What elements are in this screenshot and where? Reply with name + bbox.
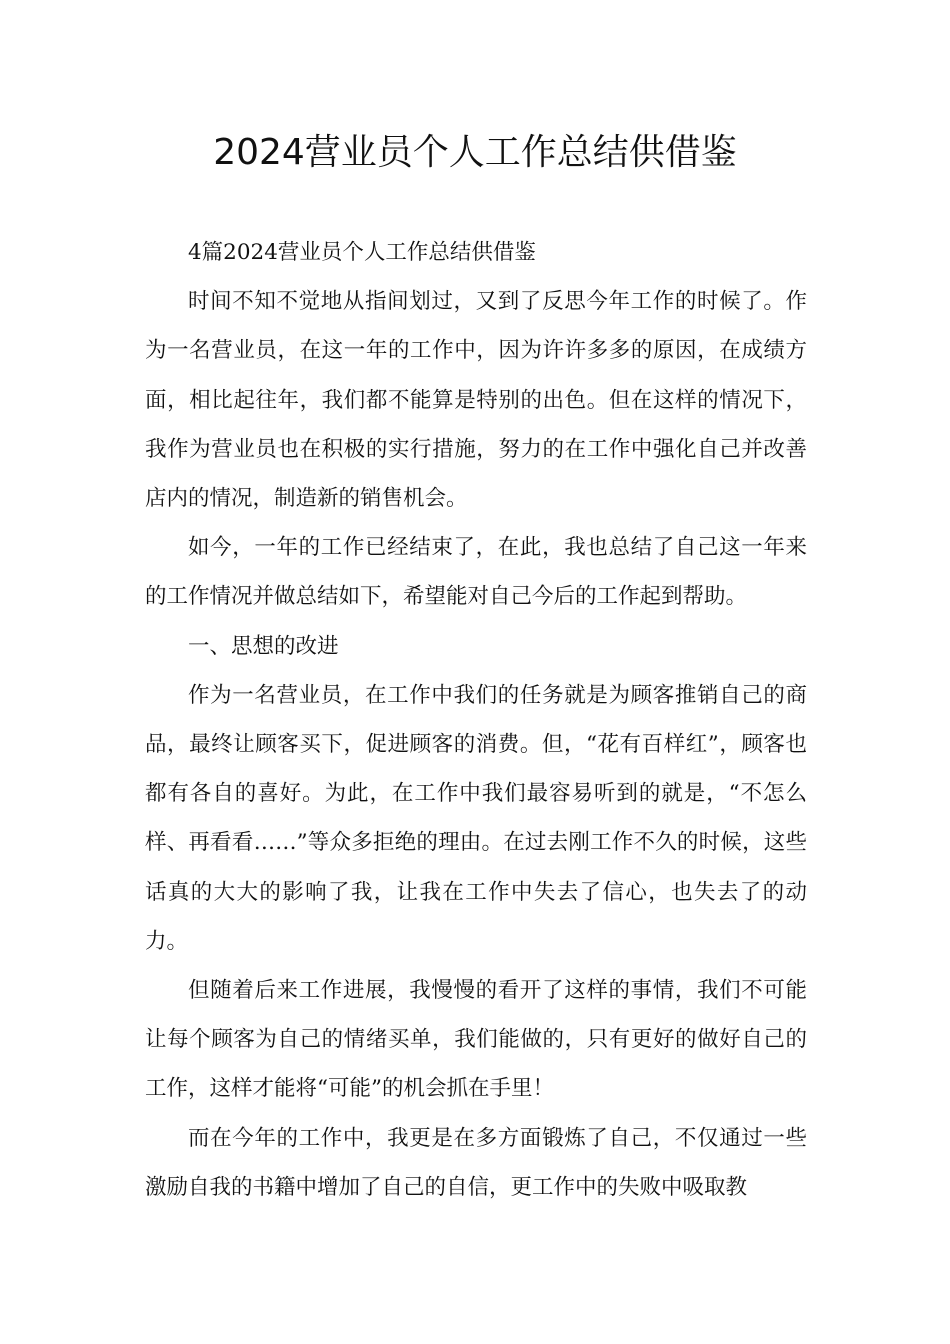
paragraph: 4篇2024营业员个人工作总结供借鉴: [188, 240, 536, 265]
paragraph: 作为一名营业员，在工作中我们的任务就是为顾客推销自己的商品，最终让顾客买下，促进顾客的消费。但，“花有百样红”，顾客也都有各自的喜好。为此，在工作中我们最容易听到的就是，“不怎么样、再看看……”等众多拒绝的理由。在过去刚工作不久的时候，这些话真的大大的影响了我，让我在工作中失去了信心，也失去了的动力。: [145, 682, 807, 954]
paragraph: 而在今年的工作中，我更是在多方面锻炼了自己，不仅通过一些激励自我的书籍中增加了自己的自信，更工作中的失败中吸取教: [145, 1125, 807, 1200]
section-heading: 一、思想的改进: [188, 633, 339, 659]
paragraph: 时间不知不觉地从指间划过，又到了反思今年工作的时候了。作为一名营业员，在这一年的工作中，因为许许多多的原因，在成绩方面，相比起往年，我们都不能算是特别的出色。但在这样的情况下，我作为营业员也在积极的实行措施，努力的在工作中强化自己并改善店内的情况，制造新的销售机会。: [145, 289, 807, 512]
paragraph: 如今，一年的工作已经结束了，在此，我也总结了自己这一年来的工作情况并做总结如下，希望能对自己今后的工作起到帮助。: [145, 535, 807, 610]
document-body: [145, 228, 807, 1212]
document-title: 2024营业员个人工作总结供借鉴: [213, 132, 737, 173]
paragraph: 但随着后来工作进展，我慢慢的看开了这样的事情，我们不可能让每个顾客为自己的情绪买单，我们能做的，只有更好的做好自己的工作，这样才能将“可能”的机会抓在手里！: [145, 978, 807, 1102]
